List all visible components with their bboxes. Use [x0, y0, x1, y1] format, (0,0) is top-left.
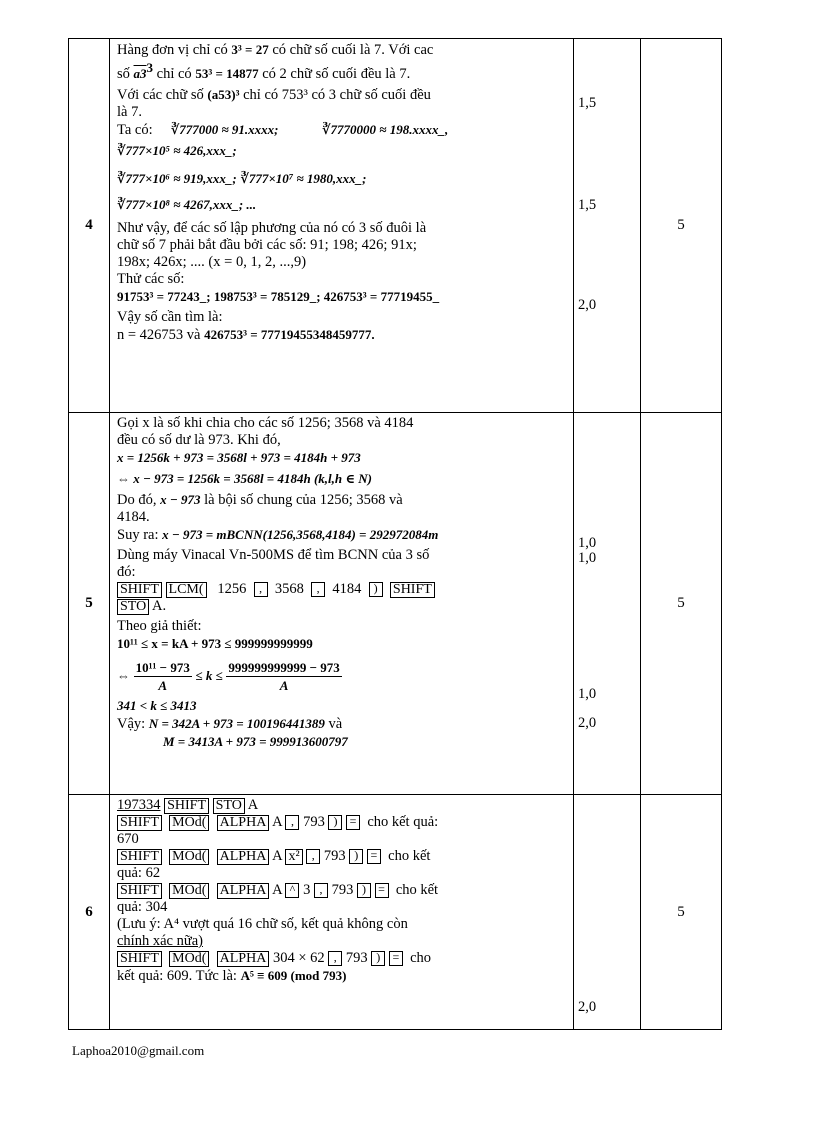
points-value: 2,0 [578, 715, 597, 731]
points-value: 1,0 [578, 535, 597, 551]
shift-key[interactable]: SHIFT [117, 849, 162, 865]
sto-key[interactable]: STO [213, 798, 245, 814]
table-row-6 [69, 795, 722, 1030]
text-line: chính xác nữa) [117, 933, 203, 949]
text-line: Suy ra: x − 973 = mBCNN(1256,3568,4184) = 292972084m [117, 527, 439, 543]
table-row-5 [69, 413, 722, 795]
table-row-4 [69, 39, 722, 413]
close-paren-key[interactable]: ) [371, 951, 385, 966]
close-paren-key[interactable]: ) [357, 883, 371, 898]
text-line: chữ số 7 phải bắt đầu bởi các số: 91; 198; 426; 91x; [117, 236, 417, 253]
text-line: đều có số dư là 973. Khi đó, [117, 432, 281, 448]
text-line: 341 < k ≤ 3413 [117, 698, 197, 713]
close-paren-key[interactable]: ) [369, 582, 383, 597]
mod-key[interactable]: MOd( [169, 815, 209, 831]
solution-table [68, 38, 722, 1030]
total-score: 5 [641, 39, 722, 413]
square-key[interactable]: x² [285, 849, 302, 865]
solution-cell [110, 413, 574, 795]
solution-cell [110, 39, 574, 413]
text-line: Gọi x là số khi chia cho các số 1256; 3568 và 4184 [117, 415, 414, 431]
text-line: quả: 62 [117, 865, 161, 881]
power-key[interactable]: ^ [285, 883, 299, 898]
points-value: 1,0 [578, 550, 597, 566]
shift-key[interactable]: SHIFT [117, 815, 162, 831]
comma-key[interactable]: , [285, 815, 299, 830]
key-sequence: SHIFT MOd( ALPHA A ^ 3 , 793 ) = cho kết [117, 882, 567, 899]
close-paren-key[interactable]: ) [328, 815, 342, 830]
text-line: là 7. [117, 103, 142, 120]
key-sequence: SHIFT LCM( 1256 , 3568 , 4184 ) SHIFT [117, 581, 567, 598]
equals-key[interactable]: = [375, 883, 389, 898]
points-cell [574, 413, 641, 795]
text-line: quả: 304 [117, 899, 168, 915]
mod-key[interactable]: MOd( [169, 951, 209, 967]
shift-key[interactable]: SHIFT [390, 582, 435, 598]
text-line: Với các chữ số (a53)³ chỉ có 753³ có 3 chữ số cuối đều [117, 86, 431, 103]
equals-key[interactable]: = [346, 815, 360, 830]
points-cell [574, 39, 641, 413]
question-number: 6 [69, 795, 110, 1030]
text-line: Vậy số cần tìm là: [117, 308, 223, 325]
mod-key[interactable]: MOd( [169, 849, 209, 865]
text-line: Hàng đơn vị chỉ có 3³ = 27 có chữ số cuối là 7. Với cac [117, 42, 434, 58]
text-line: 198x; 426x; .... (x = 0, 1, 2, ...,9) [117, 253, 307, 270]
text-line: kết quả: 609. Tức là: A⁵ ≡ 609 (mod 793) [117, 968, 347, 984]
text-line: Vậy: N = 342A + 973 = 100196441389 và [117, 716, 343, 732]
lcm-key[interactable]: LCM( [166, 582, 207, 598]
comma-key[interactable]: , [328, 951, 342, 966]
text-line: (Lưu ý: A⁴ vượt quá 16 chữ số, kết quả không còn [117, 916, 408, 932]
sto-key[interactable]: STO [117, 599, 149, 615]
text-line: ∛777×10⁸ ≈ 4267,xxx_; ... [117, 196, 257, 212]
total-score: 5 [641, 795, 722, 1030]
solution-cell [110, 795, 574, 1030]
text-line: n = 426753 và 426753³ = 77719455348459777. [117, 326, 375, 343]
text-line: ∛777×10⁶ ≈ 919,xxx_; ∛777×10⁷ ≈ 1980,xxx_; [117, 170, 367, 186]
close-paren-key[interactable]: ) [349, 849, 363, 864]
points-value: 2,0 [578, 297, 597, 313]
text-line: M = 3413A + 973 = 999913600797 [163, 734, 348, 749]
text-line: Thử các số: [117, 270, 185, 287]
points-value: 1,5 [578, 197, 597, 213]
fraction: $\frac{999999999999 - 973}{A}$ [228, 660, 340, 693]
text-line: Do đó, x − 973 là bội số chung của 1256; 3568 và [117, 492, 403, 508]
points-cell [574, 795, 641, 1030]
text-line: ⇔ x − 973 = 1256k = 3568l = 4184h (k,l,h ∈ N) [117, 471, 372, 486]
shift-key[interactable]: SHIFT [117, 951, 162, 967]
key-sequence: SHIFT MOd( ALPHA 304 × 62 , 793 ) = cho [117, 950, 567, 967]
text-line: Như vậy, để các số lập phương của nó có 3 số đuôi là [117, 219, 427, 236]
key-sequence: STO A. [117, 598, 567, 615]
comma-key[interactable]: , [306, 849, 320, 864]
question-number: 4 [69, 39, 110, 413]
text-line: 91753³ = 77243_; 198753³ = 785129_; 426753³ = 77719455_ [117, 288, 440, 304]
points-value: 1,5 [578, 95, 597, 111]
points-value: 2,0 [578, 999, 597, 1015]
mod-key[interactable]: MOd( [169, 883, 209, 899]
alpha-key[interactable]: ALPHA [217, 951, 270, 967]
text-line: x = 1256k + 973 = 3568l + 973 = 4184h + 973 [117, 450, 361, 465]
alpha-key[interactable]: ALPHA [217, 815, 270, 831]
question-number: 5 [69, 413, 110, 795]
text-line: 4184. [117, 509, 150, 525]
text-line: Theo giả thiết: [117, 618, 202, 634]
comma-key[interactable]: , [311, 582, 325, 597]
alpha-key[interactable]: ALPHA [217, 849, 270, 865]
text-line: 10¹¹ ≤ x = kA + 973 ≤ 999999999999 [117, 636, 313, 651]
text-line: Ta có: ∛777000 ≈ 91.xxxx; ∛7770000 ≈ 198.xxxx_, [117, 121, 449, 138]
points-value: 1,0 [578, 686, 597, 702]
fraction: $\frac{\text{10¹¹ − 973}}{A}$ [135, 660, 190, 693]
comma-key[interactable]: , [254, 582, 268, 597]
key-sequence: SHIFT MOd( ALPHA A x² , 793 ) = cho kết [117, 848, 567, 865]
text-line: Dùng máy Vinacal Vn-500MS để tìm BCNN của 3 số [117, 547, 430, 563]
equals-key[interactable]: = [389, 951, 403, 966]
text-line: đó: [117, 564, 136, 580]
alpha-key[interactable]: ALPHA [217, 883, 270, 899]
inequality: ⇔ $\frac{\text{10¹¹ − 973}}{A}$ ≤ k ≤ $\frac{999999999999 - 973}{A}$ [117, 660, 340, 693]
footer-email: Laphoa2010@gmail.com [72, 1043, 205, 1058]
text-line: số $a3^3$ chỉ có 53³ = 14877 có 2 chữ số cuối đều là 7. [117, 60, 411, 82]
text-line: 670 [117, 831, 139, 847]
comma-key[interactable]: , [314, 883, 328, 898]
key-sequence: SHIFT MOd( ALPHA A , 793 ) = cho kết quả: [117, 814, 567, 831]
text-line: ∛777×10⁵ ≈ 426,xxx_; [117, 142, 237, 158]
shift-key[interactable]: SHIFT [117, 883, 162, 899]
equals-key[interactable]: = [367, 849, 381, 864]
shift-key[interactable]: SHIFT [164, 798, 209, 814]
shift-key[interactable]: SHIFT [117, 582, 162, 598]
key-sequence: 197334 SHIFT STO A [117, 797, 259, 813]
total-score: 5 [641, 413, 722, 795]
